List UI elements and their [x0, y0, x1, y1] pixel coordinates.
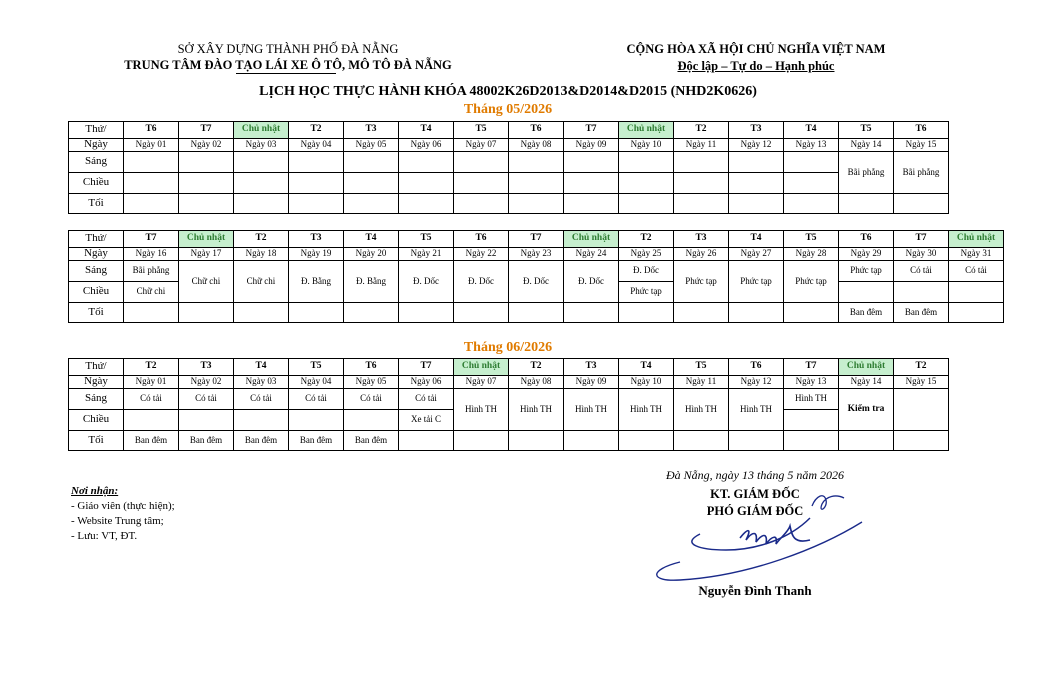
date-row [69, 248, 1004, 261]
evening-row [69, 431, 949, 451]
morning-cell: Có tải [179, 389, 234, 410]
session-cell: Đ. Dốc [509, 261, 564, 303]
day-of-week-cell: T7 [124, 231, 179, 248]
date-cell: Ngày 28 [784, 248, 839, 261]
evening-cell [674, 194, 729, 214]
evening-cell [949, 303, 1004, 323]
evening-cell [289, 303, 344, 323]
evening-cell [564, 194, 619, 214]
evening-row [69, 194, 949, 214]
session-cell: Bãi phẳng [894, 152, 949, 194]
label-chieu: Chiều [69, 282, 124, 303]
signer-title-2: PHÓ GIÁM ĐỐC [706, 504, 804, 518]
center-name: TRUNG TÂM ĐÀO TẠO LÁI XE Ô TÔ, MÔ TÔ ĐÀ NẴNG [124, 58, 452, 72]
afternoon-cell [454, 173, 509, 194]
date-cell: Ngày 15 [894, 376, 949, 389]
date-row [69, 139, 949, 152]
evening-cell [289, 194, 344, 214]
day-of-week-cell: T7 [399, 359, 454, 376]
date-cell: Ngày 08 [509, 139, 564, 152]
day-of-week-cell: T2 [619, 231, 674, 248]
date-cell: Ngày 03 [234, 376, 289, 389]
date-cell: Ngày 23 [509, 248, 564, 261]
schedule-table-may-week1 [68, 121, 949, 214]
day-of-week-cell: Chủ nhật [454, 359, 509, 376]
day-of-week-cell: T6 [509, 122, 564, 139]
day-of-week-cell: T5 [674, 359, 729, 376]
evening-cell [344, 194, 399, 214]
afternoon-row [69, 173, 949, 194]
label-ngay: Ngày [69, 248, 124, 261]
date-cell: Ngày 21 [399, 248, 454, 261]
session-cell [894, 389, 949, 431]
date-cell: Ngày 26 [674, 248, 729, 261]
day-of-week-cell: T7 [564, 122, 619, 139]
month-june-label: Tháng 06/2026 [463, 340, 553, 355]
date-cell: Ngày 12 [729, 139, 784, 152]
date-cell: Ngày 05 [344, 139, 399, 152]
evening-cell [179, 194, 234, 214]
evening-cell [619, 431, 674, 451]
day-of-week-cell: T5 [399, 231, 454, 248]
dow-row [69, 231, 1004, 248]
evening-cell [454, 194, 509, 214]
label-ngay: Ngày [69, 376, 124, 389]
evening-cell [839, 194, 894, 214]
evening-cell [399, 303, 454, 323]
morning-cell [674, 152, 729, 173]
date-cell: Ngày 04 [289, 139, 344, 152]
day-of-week-cell: T3 [289, 231, 344, 248]
session-cell: Hình TH [509, 389, 564, 431]
schedule-table-june [68, 358, 949, 451]
session-cell: Hình TH [564, 389, 619, 431]
evening-cell: Ban đêm [344, 431, 399, 451]
morning-cell: Có tải [894, 261, 949, 282]
label-toi: Tối [69, 303, 124, 323]
date-cell: Ngày 29 [839, 248, 894, 261]
afternoon-cell [124, 410, 179, 431]
day-of-week-cell: T2 [124, 359, 179, 376]
recipient-item: - Lưu: VT, ĐT. [71, 530, 138, 542]
session-cell: Chữ chi [179, 261, 234, 303]
evening-cell [894, 194, 949, 214]
evening-cell [179, 303, 234, 323]
afternoon-cell [179, 173, 234, 194]
date-cell: Ngày 18 [234, 248, 289, 261]
morning-cell [509, 152, 564, 173]
date-cell: Ngày 31 [949, 248, 1004, 261]
evening-cell [564, 303, 619, 323]
day-of-week-cell: T2 [289, 122, 344, 139]
day-of-week-cell: T2 [234, 231, 289, 248]
evening-cell: Ban đêm [839, 303, 894, 323]
day-of-week-cell: T4 [784, 122, 839, 139]
recipient-item: - Website Trung tâm; [71, 515, 164, 527]
morning-cell [399, 152, 454, 173]
month-may-label: Tháng 05/2026 [463, 102, 553, 117]
label-ngay: Ngày [69, 139, 124, 152]
date-cell: Ngày 09 [564, 139, 619, 152]
date-cell: Ngày 15 [894, 139, 949, 152]
date-cell: Ngày 06 [399, 376, 454, 389]
label-toi: Tối [69, 194, 124, 214]
morning-cell [289, 152, 344, 173]
label-chieu: Chiều [69, 410, 124, 431]
label-chieu: Chiều [69, 173, 124, 194]
signer-name: Nguyễn Đình Thanh [698, 583, 812, 598]
afternoon-cell [344, 410, 399, 431]
day-of-week-cell: Chủ nhật [179, 231, 234, 248]
date-cell: Ngày 30 [894, 248, 949, 261]
day-of-week-cell: T2 [894, 359, 949, 376]
day-of-week-cell: T3 [674, 231, 729, 248]
day-of-week-cell: T5 [839, 122, 894, 139]
day-of-week-cell: T4 [399, 122, 454, 139]
morning-cell [619, 152, 674, 173]
afternoon-cell [564, 173, 619, 194]
session-cell: Kiểm tra [839, 389, 894, 431]
afternoon-cell [344, 173, 399, 194]
date-cell: Ngày 14 [839, 139, 894, 152]
evening-cell [839, 431, 894, 451]
date-cell: Ngày 07 [454, 139, 509, 152]
morning-cell [234, 152, 289, 173]
session-cell: Đ. Bằng [289, 261, 344, 303]
day-of-week-cell: T7 [894, 231, 949, 248]
session-cell: Bãi phẳng [839, 152, 894, 194]
morning-cell: Đ. Dốc [619, 261, 674, 282]
date-cell: Ngày 10 [619, 139, 674, 152]
date-cell: Ngày 17 [179, 248, 234, 261]
evening-cell [894, 431, 949, 451]
evening-row [69, 303, 1004, 323]
morning-cell: Có tải [344, 389, 399, 410]
date-row [69, 376, 949, 389]
morning-cell: Có tải [289, 389, 344, 410]
date-cell: Ngày 13 [784, 139, 839, 152]
recipients-title: Nơi nhận: [71, 485, 119, 497]
morning-cell [784, 152, 839, 173]
morning-cell: Có tải [234, 389, 289, 410]
date-cell: Ngày 04 [289, 376, 344, 389]
date-cell: Ngày 01 [124, 139, 179, 152]
recipients-block [71, 484, 175, 544]
session-cell: Hình TH [674, 389, 729, 431]
evening-cell [124, 303, 179, 323]
afternoon-cell [839, 282, 894, 303]
afternoon-cell [949, 282, 1004, 303]
dow-row [69, 359, 949, 376]
evening-cell [509, 194, 564, 214]
label-thu: Thứ/ [69, 122, 124, 139]
date-cell: Ngày 14 [839, 376, 894, 389]
morning-cell [729, 152, 784, 173]
afternoon-cell [674, 173, 729, 194]
session-cell: Đ. Dốc [399, 261, 454, 303]
date-cell: Ngày 11 [674, 376, 729, 389]
evening-cell [784, 431, 839, 451]
date-cell: Ngày 03 [234, 139, 289, 152]
afternoon-cell: Chữ chi [124, 282, 179, 303]
day-of-week-cell: T3 [179, 359, 234, 376]
morning-cell [179, 152, 234, 173]
afternoon-cell [234, 173, 289, 194]
session-cell: Đ. Dốc [454, 261, 509, 303]
morning-cell [454, 152, 509, 173]
date-cell: Ngày 01 [124, 376, 179, 389]
morning-cell [344, 152, 399, 173]
afternoon-cell: Xe tải C [399, 410, 454, 431]
evening-cell: Ban đêm [179, 431, 234, 451]
day-of-week-cell: T4 [619, 359, 674, 376]
day-of-week-cell: Chủ nhật [619, 122, 674, 139]
evening-cell [729, 431, 784, 451]
date-cell: Ngày 05 [344, 376, 399, 389]
signer-title-1: KT. GIÁM ĐỐC [710, 487, 800, 501]
date-cell: Ngày 13 [784, 376, 839, 389]
motto: Độc lập – Tự do – Hạnh phúc [677, 59, 835, 73]
day-of-week-cell: T6 [344, 359, 399, 376]
date-cell: Ngày 16 [124, 248, 179, 261]
afternoon-cell [784, 173, 839, 194]
date-cell: Ngày 02 [179, 139, 234, 152]
session-cell: Hình TH [619, 389, 674, 431]
evening-cell [729, 303, 784, 323]
evening-cell [454, 303, 509, 323]
day-of-week-cell: T2 [674, 122, 729, 139]
schedule-title: LỊCH HỌC THỰC HÀNH KHÓA 48002K26D2013&D2014&D2015 (NHD2K0626) [259, 84, 757, 99]
evening-cell [784, 303, 839, 323]
session-cell: Hình TH [729, 389, 784, 431]
date-cell: Ngày 25 [619, 248, 674, 261]
date-cell: Ngày 06 [399, 139, 454, 152]
afternoon-cell [894, 282, 949, 303]
session-cell: Phức tạp [784, 261, 839, 303]
signing-date: Đà Nẵng, ngày 13 tháng 5 năm 2026 [666, 468, 844, 482]
day-of-week-cell: T6 [894, 122, 949, 139]
label-thu: Thứ/ [69, 231, 124, 248]
afternoon-cell [124, 173, 179, 194]
center-name-underline [236, 73, 336, 74]
day-of-week-cell: Chủ nhật [564, 231, 619, 248]
day-of-week-cell: T2 [509, 359, 564, 376]
date-cell: Ngày 27 [729, 248, 784, 261]
session-cell: Hình TH [454, 389, 509, 431]
evening-cell [619, 303, 674, 323]
afternoon-cell [399, 173, 454, 194]
label-sang: Sáng [69, 389, 124, 410]
day-of-week-cell: Chủ nhật [949, 231, 1004, 248]
label-thu: Thứ/ [69, 359, 124, 376]
afternoon-cell [784, 410, 839, 431]
morning-cell: Bãi phẳng [124, 261, 179, 282]
afternoon-cell [509, 173, 564, 194]
evening-cell [674, 303, 729, 323]
day-of-week-cell: T3 [564, 359, 619, 376]
afternoon-cell [234, 410, 289, 431]
afternoon-cell [289, 173, 344, 194]
evening-cell [234, 194, 289, 214]
date-cell: Ngày 12 [729, 376, 784, 389]
evening-cell [509, 303, 564, 323]
date-cell: Ngày 07 [454, 376, 509, 389]
morning-cell: Phức tạp [839, 261, 894, 282]
evening-cell: Ban đêm [289, 431, 344, 451]
day-of-week-cell: T5 [454, 122, 509, 139]
session-cell: Đ. Bằng [344, 261, 399, 303]
date-cell: Ngày 19 [289, 248, 344, 261]
morning-row [69, 152, 949, 173]
day-of-week-cell: T3 [729, 122, 784, 139]
afternoon-cell [729, 173, 784, 194]
evening-cell [454, 431, 509, 451]
date-cell: Ngày 20 [344, 248, 399, 261]
morning-cell [124, 152, 179, 173]
day-of-week-cell: T7 [784, 359, 839, 376]
evening-cell [729, 194, 784, 214]
morning-row [69, 261, 1004, 282]
afternoon-cell [289, 410, 344, 431]
schedule-table-may-week2 [68, 230, 1004, 323]
evening-cell: Ban đêm [894, 303, 949, 323]
evening-cell [399, 194, 454, 214]
session-cell: Đ. Dốc [564, 261, 619, 303]
date-cell: Ngày 22 [454, 248, 509, 261]
date-cell: Ngày 02 [179, 376, 234, 389]
morning-cell: Có tải [949, 261, 1004, 282]
session-cell: Chữ chi [234, 261, 289, 303]
evening-cell [509, 431, 564, 451]
dow-row [69, 122, 949, 139]
day-of-week-cell: T6 [454, 231, 509, 248]
label-sang: Sáng [69, 261, 124, 282]
session-cell: Phức tạp [729, 261, 784, 303]
label-toi: Tối [69, 431, 124, 451]
evening-cell [124, 194, 179, 214]
afternoon-cell [619, 173, 674, 194]
morning-cell: Có tải [124, 389, 179, 410]
evening-cell [564, 431, 619, 451]
evening-cell [674, 431, 729, 451]
country-name: CỘNG HÒA XÃ HỘI CHỦ NGHĨA VIỆT NAM [626, 42, 886, 56]
evening-cell [344, 303, 399, 323]
day-of-week-cell: Chủ nhật [234, 122, 289, 139]
day-of-week-cell: Chủ nhật [839, 359, 894, 376]
morning-cell [564, 152, 619, 173]
afternoon-cell: Phức tạp [619, 282, 674, 303]
day-of-week-cell: T7 [179, 122, 234, 139]
day-of-week-cell: T5 [289, 359, 344, 376]
evening-cell [234, 303, 289, 323]
handwritten-signature [640, 478, 880, 598]
day-of-week-cell: T4 [729, 231, 784, 248]
evening-cell: Ban đêm [124, 431, 179, 451]
day-of-week-cell: T5 [784, 231, 839, 248]
evening-cell [619, 194, 674, 214]
agency-name: SỞ XÂY DỰNG THÀNH PHỐ ĐÀ NẴNG [177, 42, 399, 56]
day-of-week-cell: T4 [234, 359, 289, 376]
morning-cell: Hình TH [784, 389, 839, 410]
date-cell: Ngày 24 [564, 248, 619, 261]
session-cell: Phức tạp [674, 261, 729, 303]
evening-cell [399, 431, 454, 451]
date-cell: Ngày 08 [509, 376, 564, 389]
day-of-week-cell: T4 [344, 231, 399, 248]
day-of-week-cell: T6 [124, 122, 179, 139]
morning-row [69, 389, 949, 410]
day-of-week-cell: T3 [344, 122, 399, 139]
day-of-week-cell: T7 [509, 231, 564, 248]
recipient-item: - Giáo viên (thực hiện); [71, 500, 175, 512]
morning-cell: Có tải [399, 389, 454, 410]
day-of-week-cell: T6 [729, 359, 784, 376]
afternoon-cell [179, 410, 234, 431]
date-cell: Ngày 11 [674, 139, 729, 152]
day-of-week-cell: T6 [839, 231, 894, 248]
date-cell: Ngày 10 [619, 376, 674, 389]
evening-cell: Ban đêm [234, 431, 289, 451]
evening-cell [784, 194, 839, 214]
date-cell: Ngày 09 [564, 376, 619, 389]
label-sang: Sáng [69, 152, 124, 173]
